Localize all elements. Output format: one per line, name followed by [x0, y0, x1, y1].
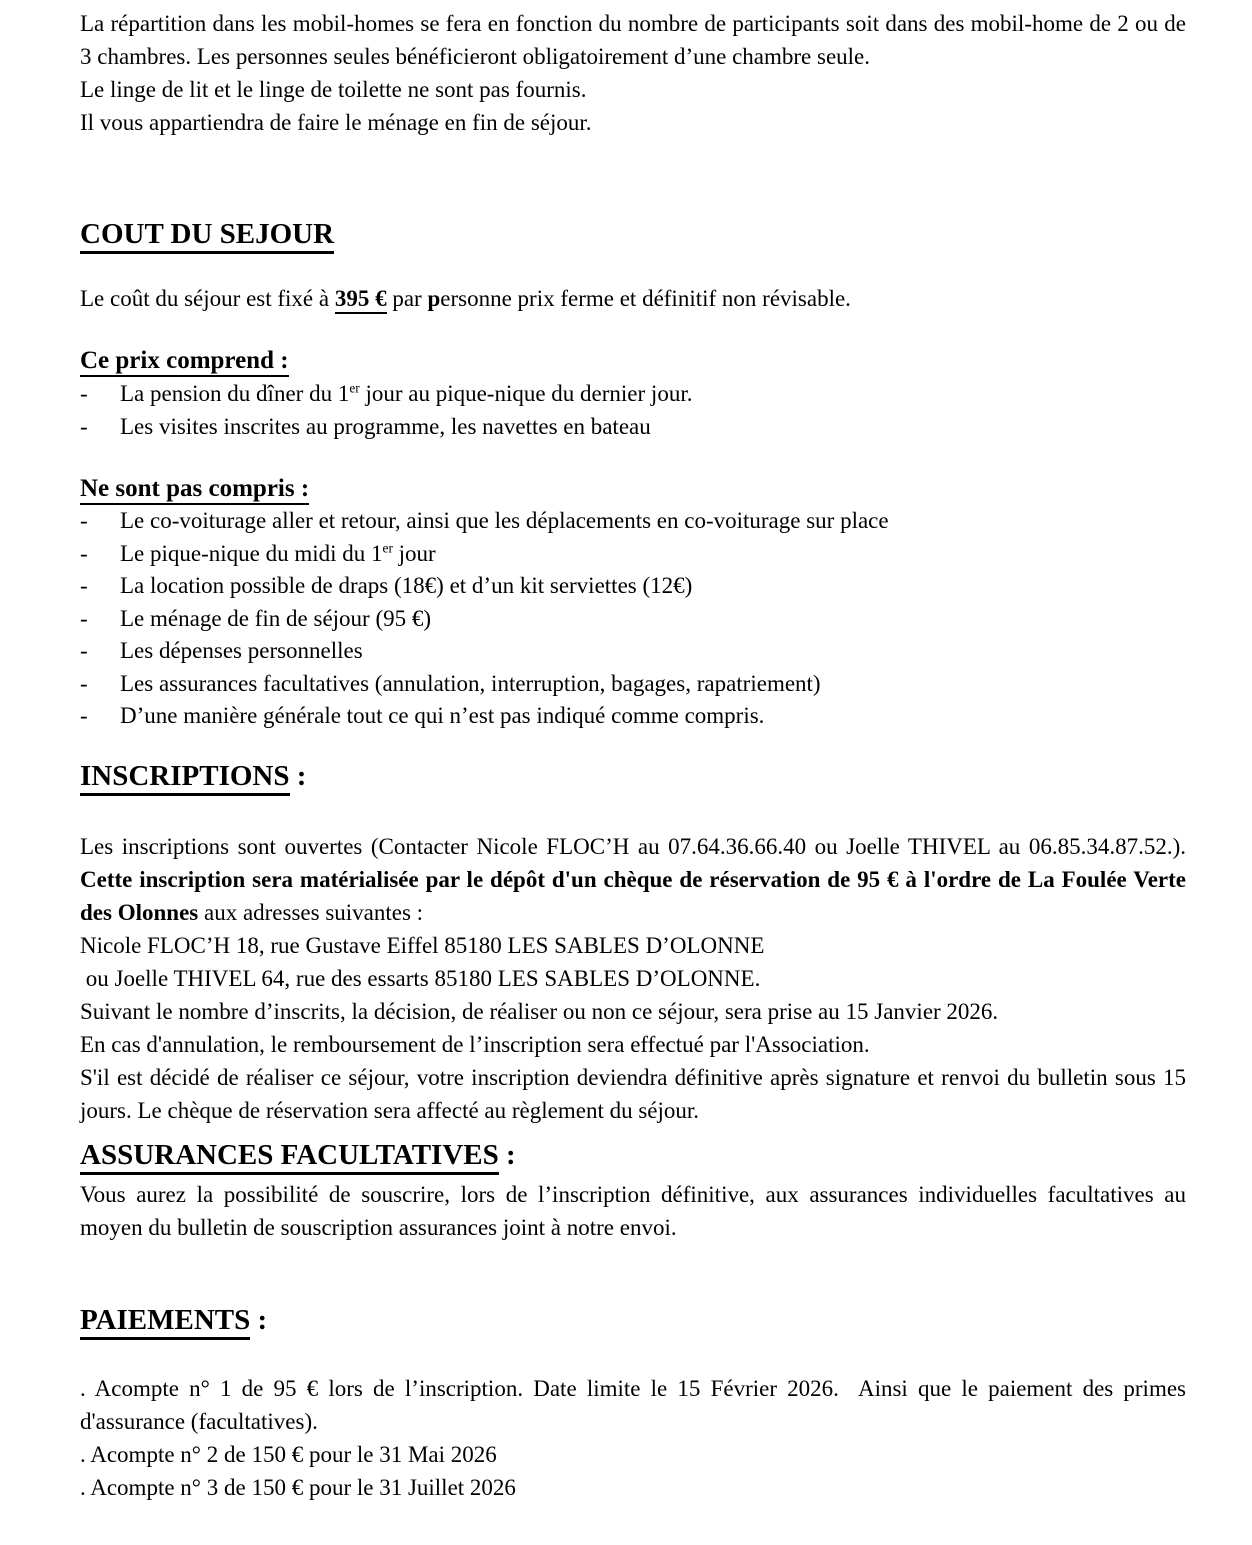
acompte-2-line: . Acompte n° 2 de 150 € pour le 31 Mai 2026: [80, 1441, 497, 1467]
list-item: [80, 505, 1186, 538]
list-item: [80, 668, 1186, 701]
paiements-heading-text: PAIEMENTS: [80, 1304, 250, 1340]
assurances-heading: [80, 1137, 1186, 1173]
assurances-paragraph: Vous aurez la possibilité de souscrire, lors de l’inscription définitive, aux assurances individuelles facultatives au moyen du bulletin de souscription assurances joint à notre envoi.: [80, 1181, 1186, 1240]
price-sentence: [80, 282, 1186, 315]
list-item-text: La location possible de draps (18€) et d’un kit serviettes (12€): [120, 573, 693, 598]
inscriptions-paragraph: [80, 830, 1186, 929]
ordinal-superscript: er: [382, 539, 393, 555]
list-item-text: Les dépenses personnelles: [120, 638, 363, 663]
list-item: [80, 538, 1186, 571]
bullet-dash: -: [80, 670, 88, 696]
heading-colon: :: [289, 759, 307, 792]
list-item: [80, 410, 1186, 443]
bullet-dash: -: [80, 573, 88, 598]
bullet-dash: -: [80, 638, 88, 663]
list-item-text: D’une manière générale tout ce qui n’est pas indiqué comme compris.: [120, 703, 765, 728]
pas-compris-heading: [80, 472, 1186, 505]
intro-paragraph: La répartition dans les mobil-homes se fera en fonction du nombre de participants soit dans des mobil-home de 2 ou de 3 chambres. Les personnes seules bénéficieront obligatoirement d’une chambre seule.: [80, 11, 1186, 69]
bullet-dash: -: [80, 605, 88, 631]
cheque-reservation-bold: Cette inscription sera matérialisée par le dépôt d'un chèque de réservation de 95 € à l'ordre de La Foulée Verte des Olonnes: [80, 866, 1186, 925]
list-item-text: Le ménage de fin de séjour (95 €): [120, 605, 432, 631]
address-line-1: Nicole FLOC’H 18, rue Gustave Eiffel 85180 LES SABLES D’OLONNE: [80, 932, 765, 958]
heading-colon: :: [250, 1303, 268, 1336]
price-value: 395 €: [335, 286, 387, 314]
list-item-text: Les visites inscrites au programme, les navettes en bateau: [120, 414, 651, 439]
list-item: [80, 570, 1186, 603]
list-item-text: Les assurances facultatives (annulation, interruption, bagages, rapatriement): [120, 670, 821, 696]
acompte-3-line: . Acompte n° 3 de 150 € pour le 31 Juillet 2026: [80, 1474, 516, 1500]
cout-heading: [80, 216, 1186, 252]
inscriptions-heading-text: INSCRIPTIONS: [80, 760, 290, 796]
comprend-heading: [80, 344, 1186, 377]
cout-heading-text: COUT DU SEJOUR: [80, 218, 334, 254]
inscriptions-heading: [80, 758, 1186, 794]
assurances-heading-text: ASSURANCES FACULTATIVES: [80, 1139, 499, 1175]
annulation-line: En cas d'annulation, le remboursement de l’inscription sera effectué par l'Association.: [80, 1031, 870, 1057]
list-item-text: Le co-voiturage aller et retour, ainsi que les déplacements en co-voiturage sur place: [120, 508, 889, 533]
menage-line: Il vous appartiendra de faire le ménage en fin de séjour.: [80, 110, 592, 135]
text-run: Le coût du séjour est fixé à: [80, 286, 335, 311]
list-item: [80, 603, 1186, 636]
pas-compris-heading-text: Ne sont pas compris :: [80, 475, 309, 505]
comprend-heading-text: Ce prix comprend :: [80, 347, 289, 377]
text-run: par: [386, 286, 428, 311]
bullet-dash: -: [80, 540, 88, 566]
list-item-text: Le pique-nique du midi du 1er jour: [120, 539, 436, 566]
linge-line: Le linge de lit et le linge de toilette ne sont pas fournis.: [80, 77, 587, 102]
bullet-dash: -: [80, 414, 88, 439]
text-run: aux adresses suivantes :: [198, 899, 424, 925]
bullet-dash: -: [80, 508, 88, 533]
text-run: p: [427, 286, 441, 311]
list-item-text: La pension du dîner du 1er jour au pique-nique du dernier jour.: [120, 380, 693, 406]
bullet-dash: -: [80, 703, 88, 728]
paiements-heading: [80, 1302, 1186, 1338]
ordinal-superscript: er: [349, 380, 360, 396]
list-item: [80, 700, 1186, 733]
bullet-dash: -: [80, 381, 88, 406]
comprend-list: [80, 377, 1186, 443]
decision-line: Suivant le nombre d’inscrits, la décision, de réaliser ou non ce séjour, sera prise au 15 Janvier 2026.: [80, 998, 999, 1024]
definitive-paragraph: S'il est décidé de réaliser ce séjour, votre inscription deviendra définitive après signature et renvoi du bulletin sous 15 jours. Le chèque de réservation sera affecté au règlement du séjour.: [80, 1064, 1186, 1123]
text-run: ersonne prix ferme et définitif non révisable.: [440, 286, 851, 311]
address-line-2: ou Joelle THIVEL 64, rue des essarts 85180 LES SABLES D’OLONNE.: [80, 965, 761, 991]
pas-compris-list: [80, 505, 1186, 733]
text-run: Les inscriptions sont ouvertes (Contacter Nicole FLOC’H au 07.64.36.66.40 ou Joelle THIVEL au 06.85.34.87.52.).: [80, 833, 1186, 859]
list-item: [80, 377, 1186, 410]
heading-colon: :: [498, 1138, 516, 1171]
list-item: [80, 635, 1186, 668]
acompte-1-line: . Acompte n° 1 de 95 € lors de l’inscription. Date limite le 15 Février 2026. Ainsi que le paiement des primes d'assurance (facultatives).: [80, 1375, 1186, 1434]
